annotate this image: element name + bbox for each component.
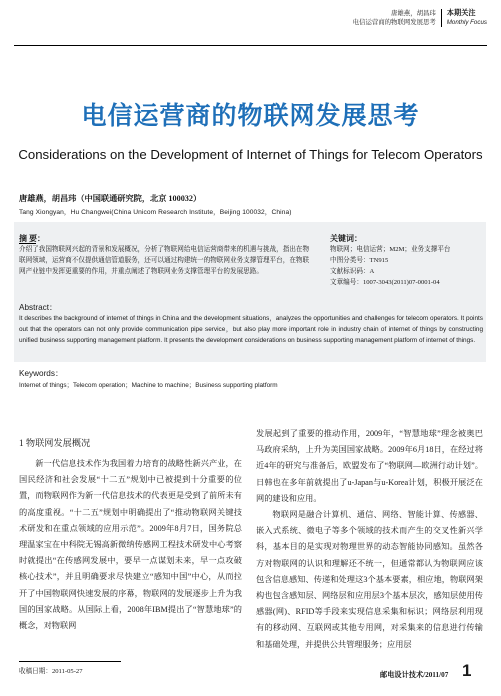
article-number: 文章编号：1007-3043(2011)07-0001-04 <box>330 279 440 286</box>
article-meta <box>330 244 486 288</box>
header-rule <box>14 45 487 46</box>
column-name-en: Monthly Focus <box>446 19 487 26</box>
keywords-cn: 物联网；电信运营；M2M；业务支撑平台 <box>330 246 451 253</box>
section-heading: 1 物联网发展概况 <box>19 438 91 448</box>
body-column-right <box>256 426 483 653</box>
keywords-cn-label: 关键词： <box>330 234 362 243</box>
authors: 唐雄燕，胡昌玮（中国联通研究院，北京 100032） <box>19 194 202 203</box>
running-header-authors: 唐雄燕，胡昌玮 <box>391 10 436 17</box>
body-paragraph: 物联网是融合计算机、通信、网络、智能计算、传感器、嵌入式系统、微电子等多个领域的技术而产生的交叉性新兴学科，基本目的是实现对物理世界的动态智能协同感知。虽然各方对物联网的认识和理解还不统一，但通常都认为物联网应该包含信息感知、传递和处理这3个基本要素，相应地，物联网架构也包含感知层、网络层和应用层3个基本层次，感知层使用传感器(网)、RFID等手段来实现信息采集和标识；网络层利用现有的移动网、互联网或其他专用网，对采集来的信息进行传输和基础处理，并提供公共管理服务；应用层 <box>256 510 483 649</box>
running-header-left <box>353 9 441 27</box>
abstract-cn-label: 摘 要： <box>19 234 45 243</box>
journal-footer: 邮电设计技术/2011/07 <box>380 671 449 679</box>
affiliation-en: Tang Xiongyan，Hu Changwei(China Unicom Research Institute，Beijing 100032，China) <box>19 209 292 216</box>
footnote-rule <box>19 661 121 662</box>
clc-number: 中图分类号：TN915 <box>330 257 389 264</box>
page-number: 1 <box>462 661 472 680</box>
received-date: 收稿日期：2011-05-27 <box>19 668 83 675</box>
running-header <box>353 9 487 27</box>
article-title-en: Considerations on the Development of Internet of Things for Telecom Operators <box>18 147 483 162</box>
abstract-en: It describes the background of internet of things in China and the development situations，analyzes the opportunities and challenges for telecom operators. It points out that the operators can not only provide communication pipe service，but also play more important role in industry chain of internet of things by constructing unified business supporting management platform. It presents the development considerations on business supporting management platform of internet of things. <box>19 315 483 344</box>
abstract-cn: 介绍了我国物联网兴起的背景和发展概况，分析了物联网给电信运营商带来的机遇与挑战，指出在物联网领域，运营商不仅提供通信管道服务，还可以通过构建统一的物联网业务支撑管理平台，在物联网产业链中发挥更重要的作用，并重点阐述了物联网业务支撑管理平台的发展思路。 <box>19 246 310 275</box>
document-code: 文献标识码：A <box>330 268 375 275</box>
column-badge <box>441 9 487 27</box>
running-header-title: 电信运营商的物联网发展思考 <box>352 19 436 26</box>
keywords-en: Internet of things；Telecom operation；Machine to machine；Business supporting platform <box>19 382 278 389</box>
column-name-cn: 本期关注 <box>446 9 476 17</box>
body-column-left: 新一代信息技术作为我国着力培育的战略性新兴产业，在国民经济和社会发展“十二五”规划中已被提到十分重要的位置，而物联网作为新一代信息技术的代表更是受到了前所未有的高度重视。“十二五”规划中明确提出了“推动物联网关键技术研发和在重点领域的应用示范”。2009年8月7日，国务院总理温家宝在中科院无锡高新微纳传感网工程技术研发中心考察时就提出“在传感网发展中，要早一点谋划未来，早一点攻破核心技术”，并且明确要求尽快建立“感知中国”中心，从而拉开了中国物联网快速发展的序幕，物联网的发展逐步上升为我国的国家战略。从国际上看，2008年IBM提出了“智慧地球”的概念，对物联网 <box>19 459 242 631</box>
keywords-en-label: Keywords： <box>19 369 64 378</box>
article-title-cn: 电信运营商的物联网发展思考 <box>81 103 420 130</box>
body-paragraph: 发展起到了重要的推动作用，2009年，“智慧地球”理念被奥巴马政府采纳，上升为美国国家战略。2009年6月18日，在经过将近4年的研究与准备后，欧盟发布了“物联网—欧洲行动计划”。日韩也在多年前就提出了u-Japan与u-Korea计划，积极开展泛在网的建设和应用。 <box>256 429 483 503</box>
abstract-en-label: Abstract： <box>19 303 58 312</box>
